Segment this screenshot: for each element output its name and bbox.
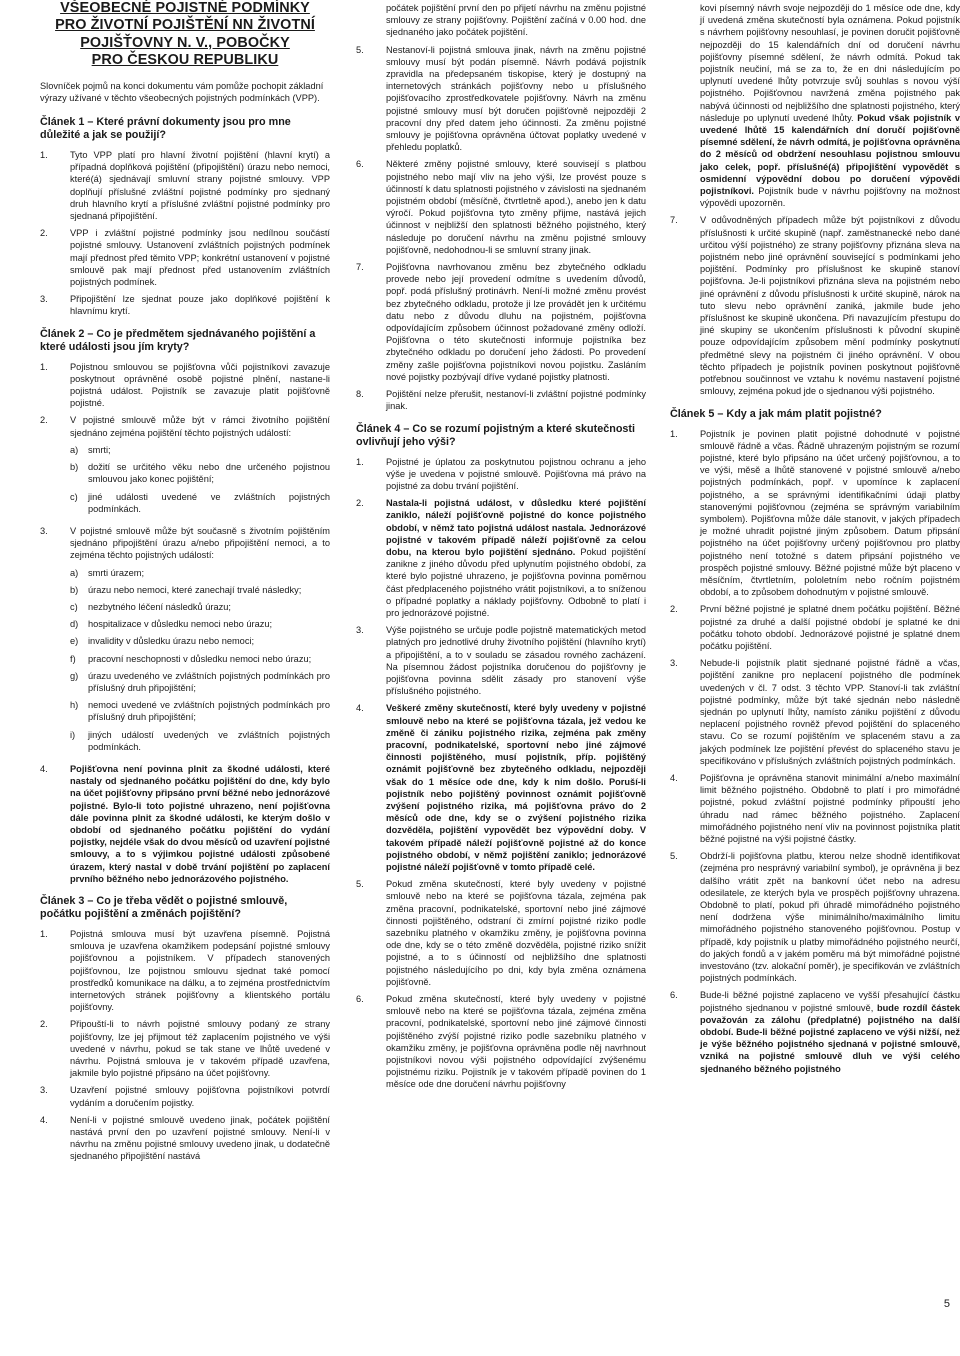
article-1-item-1: 1. Tyto VPP platí pro hlavní životní pojištění (hlavní krytí) a případná doplňková pojištění (připojištění) úrazu nebo nemoci, které(á) sjednávají smluvní strany pojistné smlouvy. VPP doplňují příslušné zvláštní pojistné podmínky pro sjednaný druh hlavního krytí a příslušné zvláštní pojistné podmínky pro sjednaná připojištění. — [40, 150, 330, 222]
article-1-item-2: 2. VPP i zvláštní pojistné podmínky jsou nedílnou součástí pojistné smlouvy. Ustanovení zvláštních pojistných podmínek mají přednost před těmito VPP; konkrétní ustanovení v pojistné smlouvě pak mají přednost před ustanovením zvláštních pojistných podmínek. — [40, 228, 330, 288]
article-1-item-3: 3. Připojištění lze sjednat pouze jako doplňkové pojištění k hlavnímu krytí. — [40, 294, 330, 317]
article-3-item-8: 8. Pojištění nelze přerušit, nestanoví-li zvláštní pojistné podmínky jinak. — [356, 389, 646, 412]
article-5-item-4: 4. Pojišťovna je oprávněna stanovit minimální a/nebo maximální limit běžného pojistného. Obdobně to platí i pro mimořádné pojistné, pokud zvláštní pojistné podmínky připouští jeho úhradu nad rámec běžného pojistného. Zaplacení mimořádného pojistného není vliv na povinnost pojistníka platit běžné pojistné na výši pojistné částky. — [670, 772, 960, 844]
article-4-item-2: 2. Nastala-li pojistná událost, v důsledku které pojištění zaniklo, náleží pojišťovně pojistné do konce pojistného období, v němž tato pojistná událost nastala. Jednorázové pojistné v takovém případě náleží pojišťovně za celou dobu, na kterou bylo pojištění sjednáno. Pokud pojištění zanikne z jiného důvodu před uplynutím pojistného období, za které bylo pojistné uhrazeno, je pojišťovna povinna poměrnou část předplaceného pojistného vrátit pojistníkovi, a to sníženou o případné poplatky a náklady pojišťovny. Odbobně to platí i pro jednorázové pojistné. — [356, 498, 646, 618]
article-3-item-5: 5. Nestanoví-li pojistná smlouva jinak, návrh na změnu pojistné smlouvy musí být podán písemně. Návrh podává pojistník zpravidla na předepsaném tiskopise, který je dostupný na internetových stránkách pojišťovny nebo u příslušného pojišťovacího zprostředkovatele pojišťovny. Návrh na změnu pojistné smlouvy musí být doručen pojišťovně nejpozději 2 pracovní dny před datem jeho účinnosti. Za změnu pojistné smlouvy je pojišťovna oprávněna účtovat poplatky uvedené v přehledu poplatků. — [356, 44, 646, 153]
article-4-item-3: 3. Výše pojistného se určuje podle pojistně matematických metod platných pro jednotlivé druhy životního pojištění (hlavního krytí) a připojištění, a to v souladu se zásadou rovného zacházení. Na písemnou žádost pojistníka doručenou do pojišťovny je pojišťovna povinna sdělit zásady pro stanovení výše příslušného pojistného. — [356, 625, 646, 697]
article-5-heading: Článek 5 – Kdy a jak mám platit pojistné? — [670, 407, 882, 420]
intro-text: Slovníček pojmů na konci dokumentu vám pomůže pochopit základní výrazy užívané v těchto všeobecných pojistných podmínkách (VPP). — [40, 80, 324, 103]
article-4-item-6: 6. Pokud změna skutečností, které byly uvedeny v pojistné smlouvě nebo na které se pojišťovna tázala, zejména změna pracovní, podnikatelské, sportovní nebo jiné zájmové činnosti pojištěného zvýší pojistné riziko podle sazebníku platného v okamžiku změny, je pojišťovna oprávněna podle něj navrhnout pojistníkovi novou výši pojistného odpovídající zvýšenému pojistnému riziku. Pojistník je v takovém případě povinen do 1 měsíce ode dne doručení návrhu pojišťovny — [356, 994, 646, 1090]
list-item: h) nemoci uvedené ve zvláštních pojistných podmínkách pro příslušný druh připojištění; — [70, 700, 330, 723]
column-2 — [356, 2, 646, 1096]
article-2-item-3: 3. V pojistné smlouvě může být současně s životním pojištěním sjednáno připojištění úrazu a/nebo připojištění nemoci, a to zejména těchto pojistných událostí: a) smrti úrazem; b) úrazu nebo nemoci, které zanechají trvalé následky; c) nezbytného léčení následků úrazu; d) hospitalizace v důsledku nemoci nebo úrazu; e) invalidity v důsledku úrazu nebo nemoci; f) pracovní neschopnosti v důsledku nemoci nebo úrazu; g) úrazu uvedeného ve zvláštních pojistných podmínkách pro příslušný druh připojištění; h) nemoci uvedené ve zvláštních pojistných podmínkách pro příslušný druh připojištění; i) jiných událostí uvedených ve zvláštních pojistných podmínkách. — [40, 525, 330, 752]
article-3-item-2: 2. Připouští-li to návrh pojistné smlouvy podaný ze strany pojišťovny, lze jej přijmout též zaplacením pojistného ve výši uvedené v návrhu, pokud se tak stane ve lhůtě uvedené v návrhu. Pojistná smlouva je v takovém případě uzavřena, jakmile bylo pojistné připsáno na účet pojišťovny. — [40, 1019, 330, 1079]
article-2-item-2: 2. V pojistné smlouvě může být v rámci životního pojištění sjednáno zejména pojištění těchto pojistných událostí: a) smrti; b) dožití se určitého věku nebo dne určeného pojistnou smlouvou jako konec pojištění; c) jiné události uvedené ve zvláštních pojistných podmínkách. — [40, 415, 330, 514]
article-4-item-1: 1. Pojistné je úplatou za poskytnutou pojistnou ochranu a jeho výše je uvedena v pojistné smlouvě. Pojišťovna má právo na pojistné za dobu trvání pojištění. — [356, 456, 646, 491]
article-5-item-5: 5. Obdrží-li pojišťovna platbu, kterou nelze shodně identifikovat (zejména pro nesprávný variabilní symbol), je oprávněna ji bez dalšího vrátit zpět na bankovní účet nebo na adresu odesilatele, ze kterých byla ve prospěch pojišťovny uhrazena. Obdobně to platí, pokud při úhradě mimořádného pojistného není dodržena výše minimálního/maximálního limitu mimořádného pojistného stanoveného pojišťovnou. Postup v případě, kdy pojistník u platby mimořádného pojistného neurčí, do jakých fondů a v jakém poměru má být mimořádné pojistné investováno (tzv. alokační poměr), je specifikován ve zvláštních pojistných podmínkách. — [670, 851, 960, 984]
page-number: 5 — [943, 1298, 950, 1310]
list-item: b) úrazu nebo nemoci, které zanechají trvalé následky; — [70, 584, 302, 595]
column-3 — [670, 2, 960, 1080]
list-item: d) hospitalizace v důsledku nemoci nebo úrazu; — [70, 619, 273, 630]
article-3-item-7: 7. Pojišťovna navrhovanou změnu bez zbytečného odkladu provede nebo její provedení odmítne s uvedením důvodů, popř. podá příslušný protinávrh. Není-li možné změnu provést bez zbytečného odkladu, protože ji lze provádět jen k určitému datu nebo z důvodu dluhu na pojistném, pojišťovna odpovídajícím způsobem účinnost požadované změny odloží. Pojišťovna o této skutečnosti informuje pojistníka bez zbytečného odkladu po doručení jeho žádosti. Po provedení změny zašle pojišťovna pojistníkovi novou pojistku. Zasláním nové pojistky pozbývají dříve vydané pojistky platnosti. — [356, 262, 646, 382]
article-3-heading: Článek 3 – Co je třeba vědět o pojistné smlouvě, počátku pojištění a změnách pojištění? — [40, 894, 288, 920]
article-4-item-6-cont: kovi písemný návrh svoje nejpozději do 1 měsíce ode dne, kdy jí uvedená změna skutečností byla oznámena. Pokud pojistník s návrhem pojišťovny nesouhlasí, je povinen doručit pojišťovně nejpozději do 15 kalendářních dní od doručení návrhu pojišťovny písemné sdělení, že návrh odmítá. Pokud tak pojistník neučiní, má se za to, že en dni následujícím po uplynutí uvedené lhůty potvrzuje svůj souhlas s novou výší pojistného. Pojišťovnou navržená změna pojistného pak nabývá účinnosti od nejbližšího dne splatnosti pojistného, který následuje po uplynutí uvedené lhůty. Pokud však pojistník v uvedené lhůtě 15 kalendářních dní doručí pojišťovně písemné sdělení, že návrh odmítá, je pojišťovna oprávněna do 2 měsíců od obdržení nesouhlasu pojistnou smlouvu jako celek, popř. příslušné(á) připojištění vypovědět s osmidenní výpovědní dobou po doručení výpovědi pojistníkovi. Pojistník bude v návrhu pojišťovny na možnost výpovědi upozorněn. — [700, 3, 960, 209]
article-3-item-1: 1. Pojistná smlouva musí být uzavřena písemně. Pojistná smlouva je uzavřena okamžikem podepsání pojistné smlouvy pojišťovnou a pojistníkem. V případech stanovených pojišťovnou, lze pojistnou smlouvu sjednat také pomocí prostředků komunikace na dálku, a to zejména prostřednictvím internetových stránek pojišťovny a klientského portálu pojišťovny. — [40, 928, 330, 1013]
list-item: a) smrti; — [70, 444, 111, 455]
article-3-item-3: 3. Uzavření pojistné smlouvy pojišťovna pojistníkovi potvrdí vydáním a doručením pojistky. — [40, 1085, 330, 1108]
list-item: f) pracovní neschopnosti v důsledku nemoci nebo úrazu; — [70, 653, 312, 664]
article-5-item-3: 3. Nebude-li pojistník platit sjednané pojistné řádně a včas, pojištění zanikne pro neplacení pojistného dle podmínek uvedených v čl. 7 odst. 3 těchto VPP. Stanoví-li tak zvláštní pojistné podmínky, může být také sjednán nebo následně sjednán po uplynutí lhůty, namísto zániku pojištění z důvodu neplacení pojistného rovněž převod pojištění do splaceného stavu. Co se rozumí pojištěním ve splaceném stavu a za jakých podmínek lze pojištění převést do splaceného stavu je specifikováno v příslušných zvláštních pojistných podmínkách. — [670, 658, 960, 766]
list-item: c) jiné události uvedené ve zvláštních pojistných podmínkách. — [70, 491, 330, 514]
article-3-item-6: 6. Některé změny pojistné smlouvy, které souvisejí s platbou pojistného nebo mají vliv na jeho výši, lze provést pouze s účinností k datu splatnosti pojistného v závislosti na sjednaném pojistném období (měsíčně, čtvrtletně apod.), anebo jen k datu výročí. Pokud pojišťovna tyto změny přijme, nastává jejich účinnost v nejbližší den splatnosti běžného pojistného, který následuje po doručení návrhu na změnu pojistné smlouvy pojišťovně, nedohodnou-li se smluvní strany jinak. — [356, 159, 646, 255]
document-title: VŠEOBECNÉ POJISTNÉ PODMÍNKY PRO ŽIVOTNÍ POJIŠTĚNÍ NN ŽIVOTNÍ POJIŠŤOVNY N. V., POBOČKY PRO ČESKOU REPUBLIKU — [55, 0, 315, 69]
article-4-heading: Článek 4 – Co se rozumí pojistným a které skutečnosti ovlivňují jeho výši? — [356, 422, 636, 448]
list-item: g) úrazu uvedeného ve zvláštních pojistných podmínkách pro příslušný druh připojištění; — [70, 670, 330, 693]
article-4-item-5: 5. Pokud změna skutečností, které byly uvedeny v pojistné smlouvě nebo na které se pojišťovna tázala, zejména pak změna pracovní, podnikatelské, sportovní nebo jiné zájmové činnosti pojištěného, odstraní či zmírní pojistné riziko podle sazebníku platného v okamžiku změny, je pojišťovna povinna ode dne, kdy se o této změně dozvěděla, pojistné riziko snížit pojistné, a to s účinností od nejbližšího dne splatnosti pojistného následujícího po dni, kdy byla změna oznámena pojišťovně. — [356, 879, 646, 987]
article-5-item-2: 2. První běžné pojistné je splatné dnem počátku pojištění. Běžné pojistné za druhé a další pojistné období je splatné ke dni počátku tohoto období. Jednorázové pojistné je splatné dnem počátku pojištění. — [670, 604, 960, 651]
article-4-item-4: 4. Veškeré změny skutečností, které byly uvedeny v pojistné smlouvě nebo na které se pojišťovna tázala, jež vedou ke změně či zániku pojistného rizika, zejména pak změny pracovní, podnikatelské, sportovní nebo jiné zájmové činnosti pojištěného, musí pojistník, příp. pojištěný oznámit pojišťovně bez zbytečného odkladu, nejpozději však do 1 měsíce ode dne, kdy k nim došlo. Poruší-li pojistník nebo pojištěný povinnost oznámit pojišťovně zvýšení pojistného rizika, má pojišťovna právo do 2 měsíců ode dne, kdy se o zvýšení pojistného rizika dozvěděla, pojištění vypovědět bez výpovědní doby. V takovém případě náleží pojišťovně pojistné až do konce pojistného období, v němž pojištění zaniklo; jednorázové pojistné náleží pojišťovně v tomto případě celé. — [356, 703, 646, 872]
article-4-item-7: 7. V odůvodněných případech může být pojistníkovi z důvodu příslušnosti k určité skupině (např. zaměstnanecké nebo dané určitou výší pojistného) ze strany pojišťovny přiznána sleva na pojistném nebo jiné oprávnění související s podmínkami jeho pojištění. Podmínky pro příslušnost ke skupině stanoví pojišťovna. Je-li pojistníkovi přiznána sleva na pojistném nebo jiné oprávnění z důvodu příslušnosti k určité skupině, nárok na tuto slevu nebo oprávnění zaniká, jakmile bude jeho příslušnost ke skupině ukončena. Při navazujícím přestupu do jiné skupiny se ukončením příslušnosti k původní skupině pouze odpovídajícím způsobem mění podmínky poskytnutí předmětné slevy na pojistném či jiného oprávnění. V obou těchto případech je pojistník povinen poskytnout pojišťovně potřebnou součinnost ve vztahu k novému nastavení pojistné smlouvy, zejména pokud jde o sjednanou výši pojistného. — [670, 215, 960, 397]
list-item: e) invalidity v důsledku úrazu nebo nemoci; — [70, 636, 255, 647]
article-2-item-1: 1. Pojistnou smlouvou se pojišťovna vůči pojistníkovi zavazuje poskytnout oprávněné osobě pojistné plnění, nastane-li pojistná událost. Pojistník se zavazuje platit pojišťovně pojistné. — [40, 361, 330, 409]
article-5-item-6: 6. Bude-li běžné pojistné zaplaceno ve vyšší přesahující částku pojistného sjednanou v pojistné smlouvě, bude rozdíl částek považován za zálohu (předplatné) pojistného na další období. Bude-li běžné pojistné zaplaceno ve výši nižší, než je výše běžného pojistného sjednaná v pojistné smlouvě, vzniká na pojistné smlouvě dluh ve výši celého sjednaného běžného pojistného — [670, 990, 960, 1074]
article-2-item-4: 4. Pojišťovna není povinna plnit za škodné události, které nastaly od sjednaného počátku pojištění do dne, kdy bylo na účet pojišťovny připsáno první běžné nebo jednorázové pojistné. Bylo-li toto pojistné uhrazeno, není pojišťovna dále povinna plnit za škodné události, ke kterým došlo v období od sjednaného počátku pojištění do vydání pojistky, nejdéle však do dvou měsíců od uzavření pojistné smlouvy, a to s výjimkou pojistné události způsobené úrazem, který nastal v době trvání pojištění po zaplacení prvního běžného nebo jednorázového pojistného. — [40, 763, 330, 884]
list-item: b) dožití se určitého věku nebo dne určeného pojistnou smlouvou jako konec pojištění; — [70, 462, 330, 485]
article-3-item-4: 4. Není-li v pojistné smlouvě uvedeno jinak, počátek pojištění nastává první den po uzavření pojistné smlouvy. Není-li v návrhu na změnu pojistné smlouvy uvedeno jinak, u dodatečně sjednaného připojištění nastává — [40, 1114, 330, 1162]
column-1 — [40, 0, 330, 1168]
article-5-item-1: 1. Pojistník je povinen platit pojistné dohodnuté v pojistné smlouvě řádně a včas. Řádně uhrazeným pojistným se rozumí pojistné, které bylo připsáno na účet určený pojišťovnou, a to ve výši, měsě a lhůtě stanovené v pojistné smlouvě a/nebo pojistných podmínkách, popř. v upomínce k zaplacení pojistného, a se správnými identifikačními údaji platby stanovenými pojišťovnou (zejména se správným variabilním symbolem). Pojišťovna může dále stanovit, v jakých případech je možné uhradit pojistné jiným způsobem. Datum připsání pojistného na účet pojišťovny určený pojišťovnou pro platby pojistného není totožné s datem připsání pojistného ve prospěch pojistné smlouvy. Běžné pojistné může být placeno v měsíčním, čtvrtletním, pololetním nebo ročním pojistném období, a to způsobem dohodnutým v pojistné smlouvě. — [670, 428, 960, 598]
article-2-heading: Článek 2 – Co je předmětem sjednávaného pojištění a které události jsou jím kryty? — [40, 327, 316, 353]
article-3-item-4-cont: počátek pojištění první den po přijetí návrhu na změnu pojistné smlouvy ze strany pojišťovny. Pojištění začíná v 0.00 hod. dne sjednaného jako počátek pojištění. — [386, 3, 646, 38]
list-item: c) nezbytného léčení následků úrazu; — [70, 601, 231, 612]
list-item: i) jiných událostí uvedených ve zvláštních pojistných podmínkách. — [70, 729, 330, 752]
article-1-heading: Článek 1 – Které právní dokumenty jsou pro mne důležité a jak se použijí? — [40, 116, 291, 142]
list-item: a) smrti úrazem; — [70, 567, 145, 578]
